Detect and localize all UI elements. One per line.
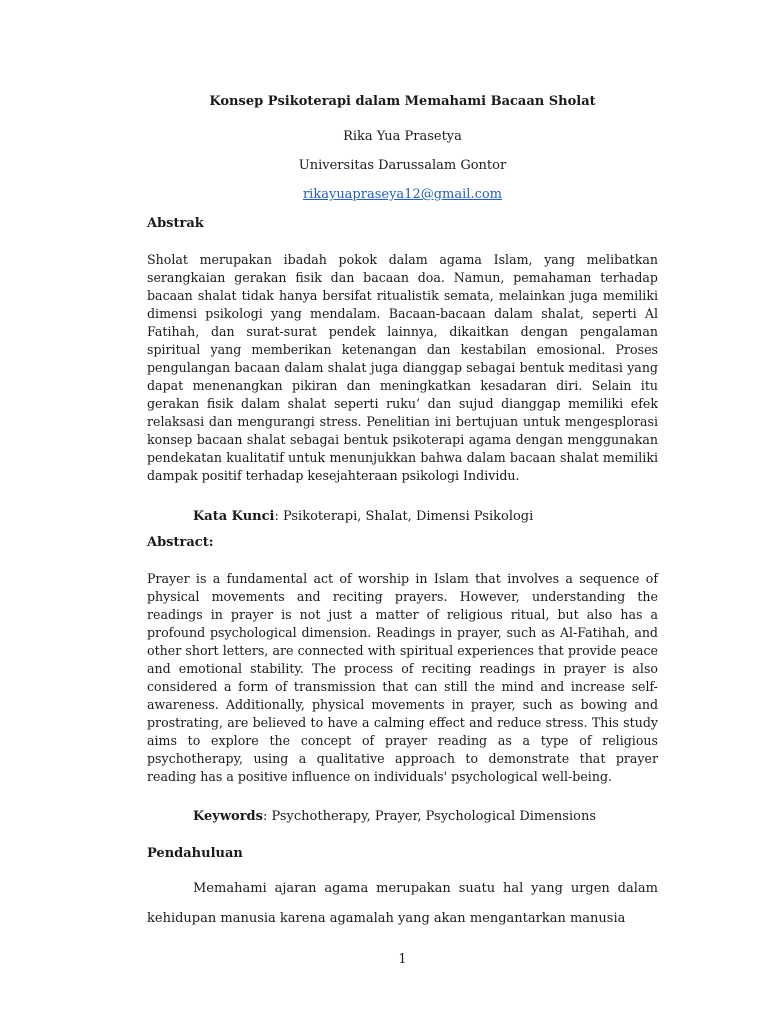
author-email-link[interactable]: rikayuapraseya12@gmail.com: [302, 187, 503, 202]
page-number: 1: [398, 952, 407, 967]
abstrak-body: Sholat merupakan ibadah pokok dalam agama Islam, yang melibatkan serangkaian gerakan fisik dan bacaan doa. Namun, pemahaman terhadap bacaan shalat tidak hanya bersifat ritualistik semata, melainkan juga memiliki dimensi psikologi yang mendalam. Bacaan-bacaan dalam shalat, seperti Al Fatihah, dan surat-surat pendek lainnya, dikaitkan dengan pengalaman spiritual yang memberikan ketenangan dan kestabilan emosional. Proses pengulangan bacaan dalam shalat juga dianggap sebagai bentuk meditasi yang dapat menenangkan pikiran dan meningkatkan kesadaran diri. Selain itu gerakan fisik dalam shalat seperti ruku’ dan sujud dianggap memiliki efek relaksasi dan mengurangi stress. Penelitian ini bertujuan untuk mengesplorasi konsep bacaan shalat sebagai bentuk psikoterapi agama dengan menggunakan pendekatan kualitatif untuk menunjukkan bahwa dalam bacaan shalat memiliki dampak positif terhadap kesejahteraan psikologi Individu.: [147, 252, 658, 483]
pendahuluan-heading: Pendahuluan: [147, 846, 243, 861]
abstract-heading: Abstract:: [147, 535, 214, 550]
keywords: [193, 809, 596, 824]
paper-page: [147, 0, 658, 1024]
author-name: Rika Yua Prasetya: [343, 129, 462, 144]
abstrak-heading: Abstrak: [147, 216, 204, 231]
pendahuluan-body: Memahami ajaran agama merupakan suatu hal yang urgen dalam kehidupan manusia karena agamalah yang akan mengantarkan manusia: [147, 881, 658, 926]
kata-kunci-values: : Psikoterapi, Shalat, Dimensi Psikologi: [274, 509, 534, 524]
abstract-body: Prayer is a fundamental act of worship in Islam that involves a sequence of physical movements and reciting prayers. However, understanding the readings in prayer is not just a matter of religious ritual, but also has a profound psychological dimension. Readings in prayer, such as Al-Fatihah, and other short letters, are connected with spiritual experiences that provide peace and emotional stability. The process of reciting readings in prayer is also considered a form of transmission that can still the mind and increase self-awareness. Additionally, physical movements in prayer, such as bowing and prostrating, are believed to have a calming effect and reduce stress. This study aims to explore the concept of prayer reading as a type of religious psychotherapy, using a qualitative approach to demonstrate that prayer reading has a positive influence on individuals' psychological well-being.: [147, 571, 658, 784]
keywords-values: : Psychotherapy, Prayer, Psychological Dimensions: [262, 809, 596, 824]
kata-kunci-label: Kata Kunci: [193, 509, 275, 524]
paper-title: Konsep Psikoterapi dalam Memahami Bacaan Sholat: [209, 94, 596, 109]
kata-kunci: [193, 509, 533, 524]
keywords-label: Keywords: [193, 809, 263, 824]
affiliation: Universitas Darussalam Gontor: [298, 158, 507, 173]
